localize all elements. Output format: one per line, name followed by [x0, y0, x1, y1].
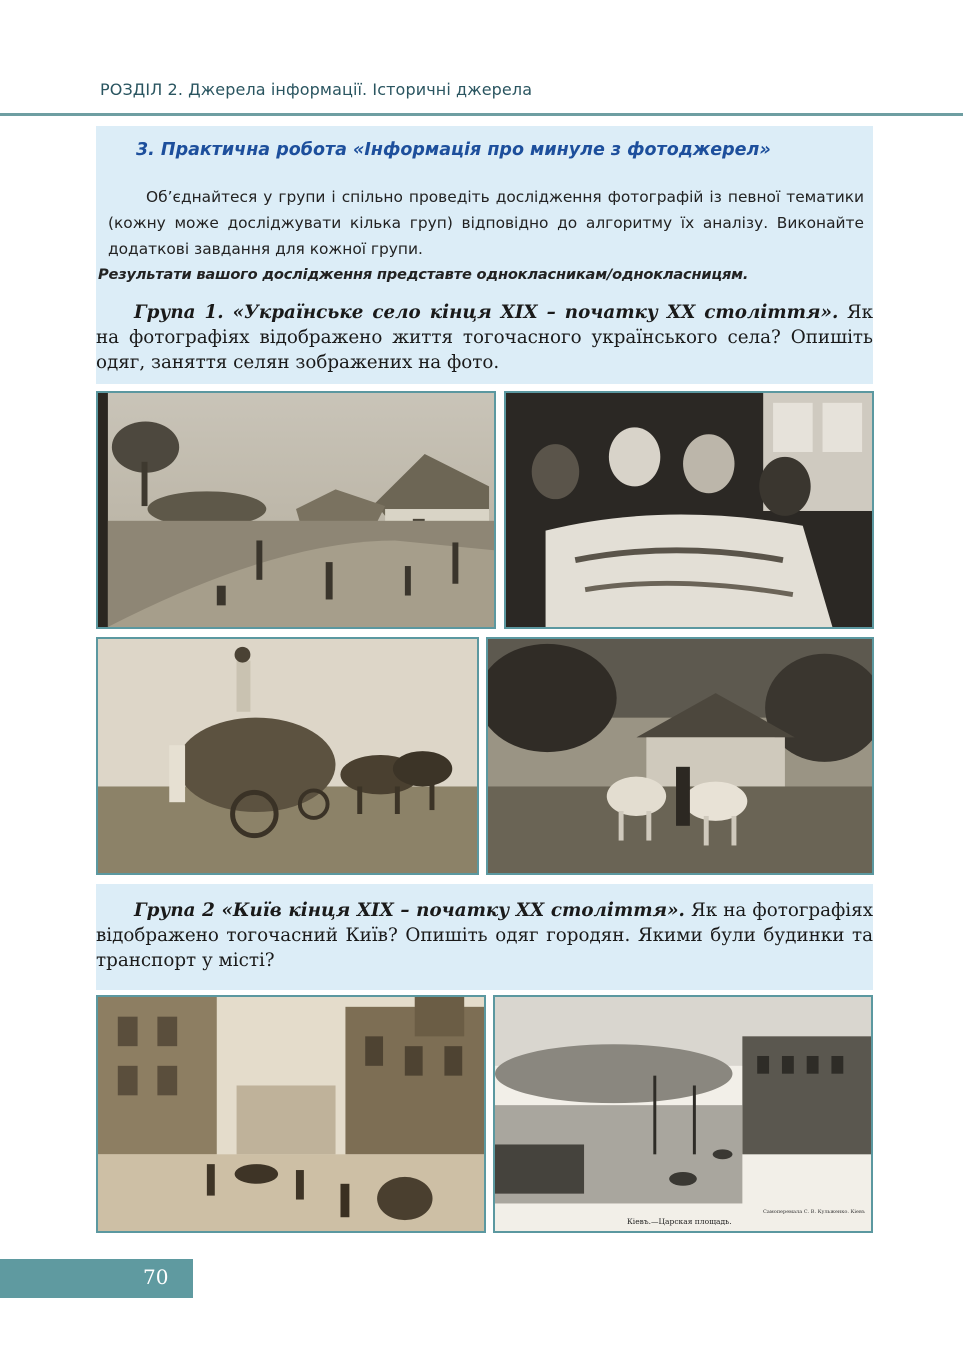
intro-paragraph: Об’єднайтеся у групи і спільно проведіть дослідження фотографій із певної тематики (кожну може досліджувати кілька груп) відповідно до алгоритму їх аналізу. Виконайте додаткові завдання для кожної групи.	[108, 188, 864, 258]
group1-task: Як на фотографіях відображено життя тогочасного українського села? Опишіть одяг, заняття селян зображених на фото.	[96, 302, 874, 373]
group2-paragraph	[96, 898, 873, 973]
running-header: РОЗДІЛ 2. Джерела інформації. Історичні джерела	[100, 80, 533, 99]
photo-kyiv-street	[96, 995, 486, 1233]
results-note: Результати вашого дослідження представте однокласникам/однокласницям.	[98, 266, 749, 283]
group2-panel	[96, 884, 873, 990]
group2-task: Як на фотографіях відображено тогочасний Київ? Опишіть одяг городян. Якими були будинки та транспорт у місті?	[96, 900, 874, 971]
page-number: 70	[143, 1265, 169, 1289]
photo-publisher-credit: Самоперемала С. В. Кульженко. Кіевъ	[763, 1209, 865, 1215]
photo-oxen-hut	[486, 637, 874, 875]
section-title: 3. Практична робота «Інформація про минуле з фотоджерел»	[136, 140, 771, 160]
group2-heading: Група 2 «Київ кінця XIX – початку XX століття».	[134, 900, 685, 921]
photo-hay-cart	[96, 637, 479, 875]
header-divider	[0, 113, 963, 116]
photo-caption: Кіевъ.—Царская площадь.	[627, 1217, 732, 1226]
group1-heading: Група 1. «Українське село кінця XIX – початку XX століття».	[134, 302, 839, 323]
task-panel	[96, 126, 873, 384]
page-number-box	[0, 1259, 193, 1298]
photo-women-embroidering	[504, 391, 874, 629]
photo-kyiv-square	[493, 995, 873, 1233]
group1-paragraph	[96, 300, 873, 375]
photo-village-street	[96, 391, 496, 629]
